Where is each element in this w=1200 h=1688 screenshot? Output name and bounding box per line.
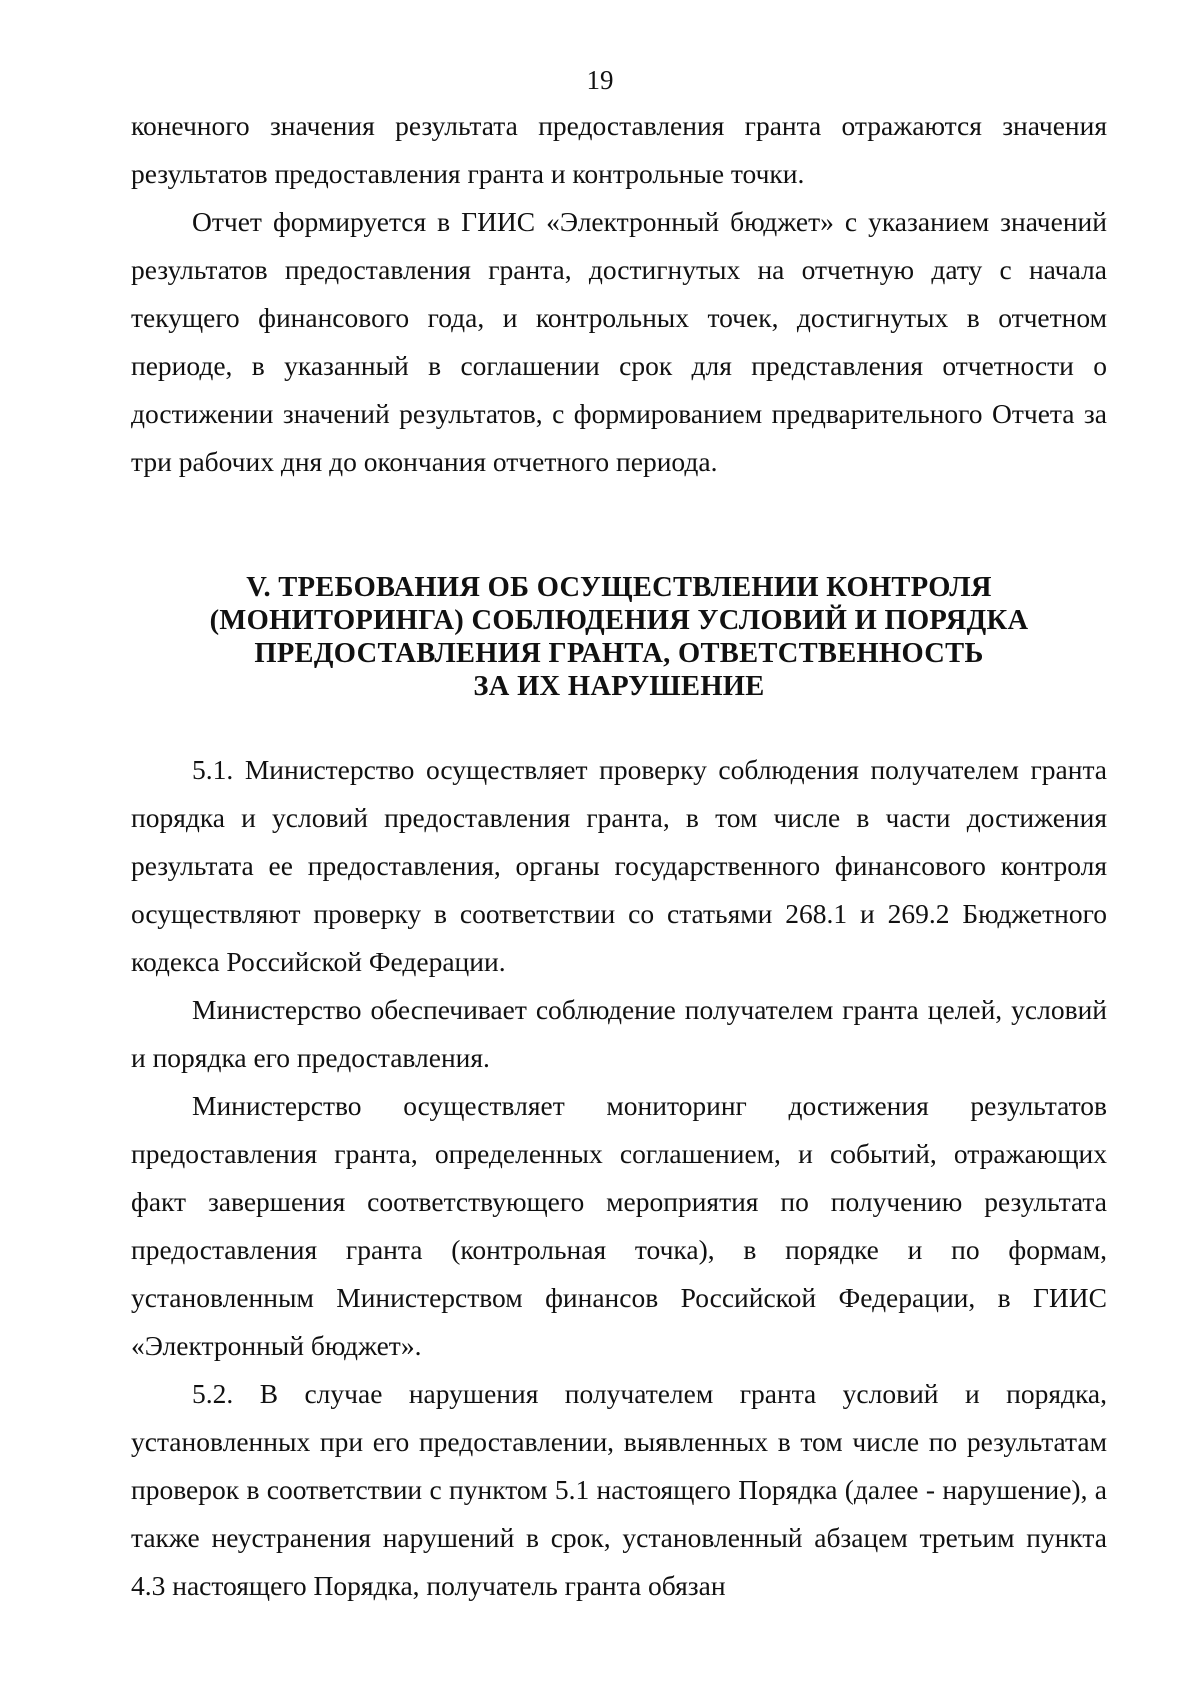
section-heading-line: ЗА ИХ НАРУШЕНИЕ — [473, 671, 765, 702]
paragraph-5-1: 5.1. Министерство осуществляет проверку соблюдения получателем гранта порядка и условий предоставления гранта, в том числе в части достижения результата ее предоставления, органы государственного финансового контроля осуществляют проверку в соответствии со статьями 268.1 и 269.2 Бюджетного кодекса Российской Федерации. — [131, 754, 1107, 977]
paragraph-ministry-monitoring: Министерство осуществляет мониторинг достижения результатов предоставления гранта, определенных соглашением, и событий, отражающих факт завершения соответствующего мероприятия по получению результата предоставления гранта (контрольная точка), в порядке и по формам, установленным Министерством финансов Российской Федерации, в ГИИС «Электронный бюджет». — [131, 1090, 1107, 1361]
section-heading — [131, 571, 1107, 703]
continuation-paragraph: конечного значения результата предоставления гранта отражаются значения результатов предоставления гранта и контрольные точки. — [131, 110, 1107, 189]
report-paragraph: Отчет формируется в ГИИС «Электронный бюджет» с указанием значений результатов предоставления гранта, достигнутых на отчетную дату с начала текущего финансового года, и контрольных точек, достигнутых в отчетном периоде, в указанный в соглашении срок для представления отчетности о достижении значений результатов, с формированием предварительного Отчета за три рабочих дня до окончания отчетного периода. — [131, 206, 1107, 477]
section-body — [131, 746, 1107, 1610]
section-heading-line: ПРЕДОСТАВЛЕНИЯ ГРАНТА, ОТВЕТСТВЕННОСТЬ — [254, 638, 984, 669]
paragraph-5-2: 5.2. В случае нарушения получателем гранта условий и порядка, установленных при его предоставлении, выявленных в том числе по результатам проверок в соответствии с пунктом 5.1 настоящего Порядка (далее - нарушение), а также неустранения нарушений в срок, установленный абзацем третьим пункта 4.3 настоящего Порядка, получатель гранта обязан — [131, 1378, 1107, 1601]
top-text-block — [131, 102, 1107, 486]
section-heading-line: V. ТРЕБОВАНИЯ ОБ ОСУЩЕСТВЛЕНИИ КОНТРОЛЯ — [246, 572, 992, 603]
page-number: 19 — [586, 65, 614, 95]
paragraph-ministry-ensures: Министерство обеспечивает соблюдение получателем гранта целей, условий и порядка его предоставления. — [131, 994, 1107, 1073]
section-heading-line: (МОНИТОРИНГА) СОБЛЮДЕНИЯ УСЛОВИЙ И ПОРЯДКА — [209, 605, 1029, 636]
